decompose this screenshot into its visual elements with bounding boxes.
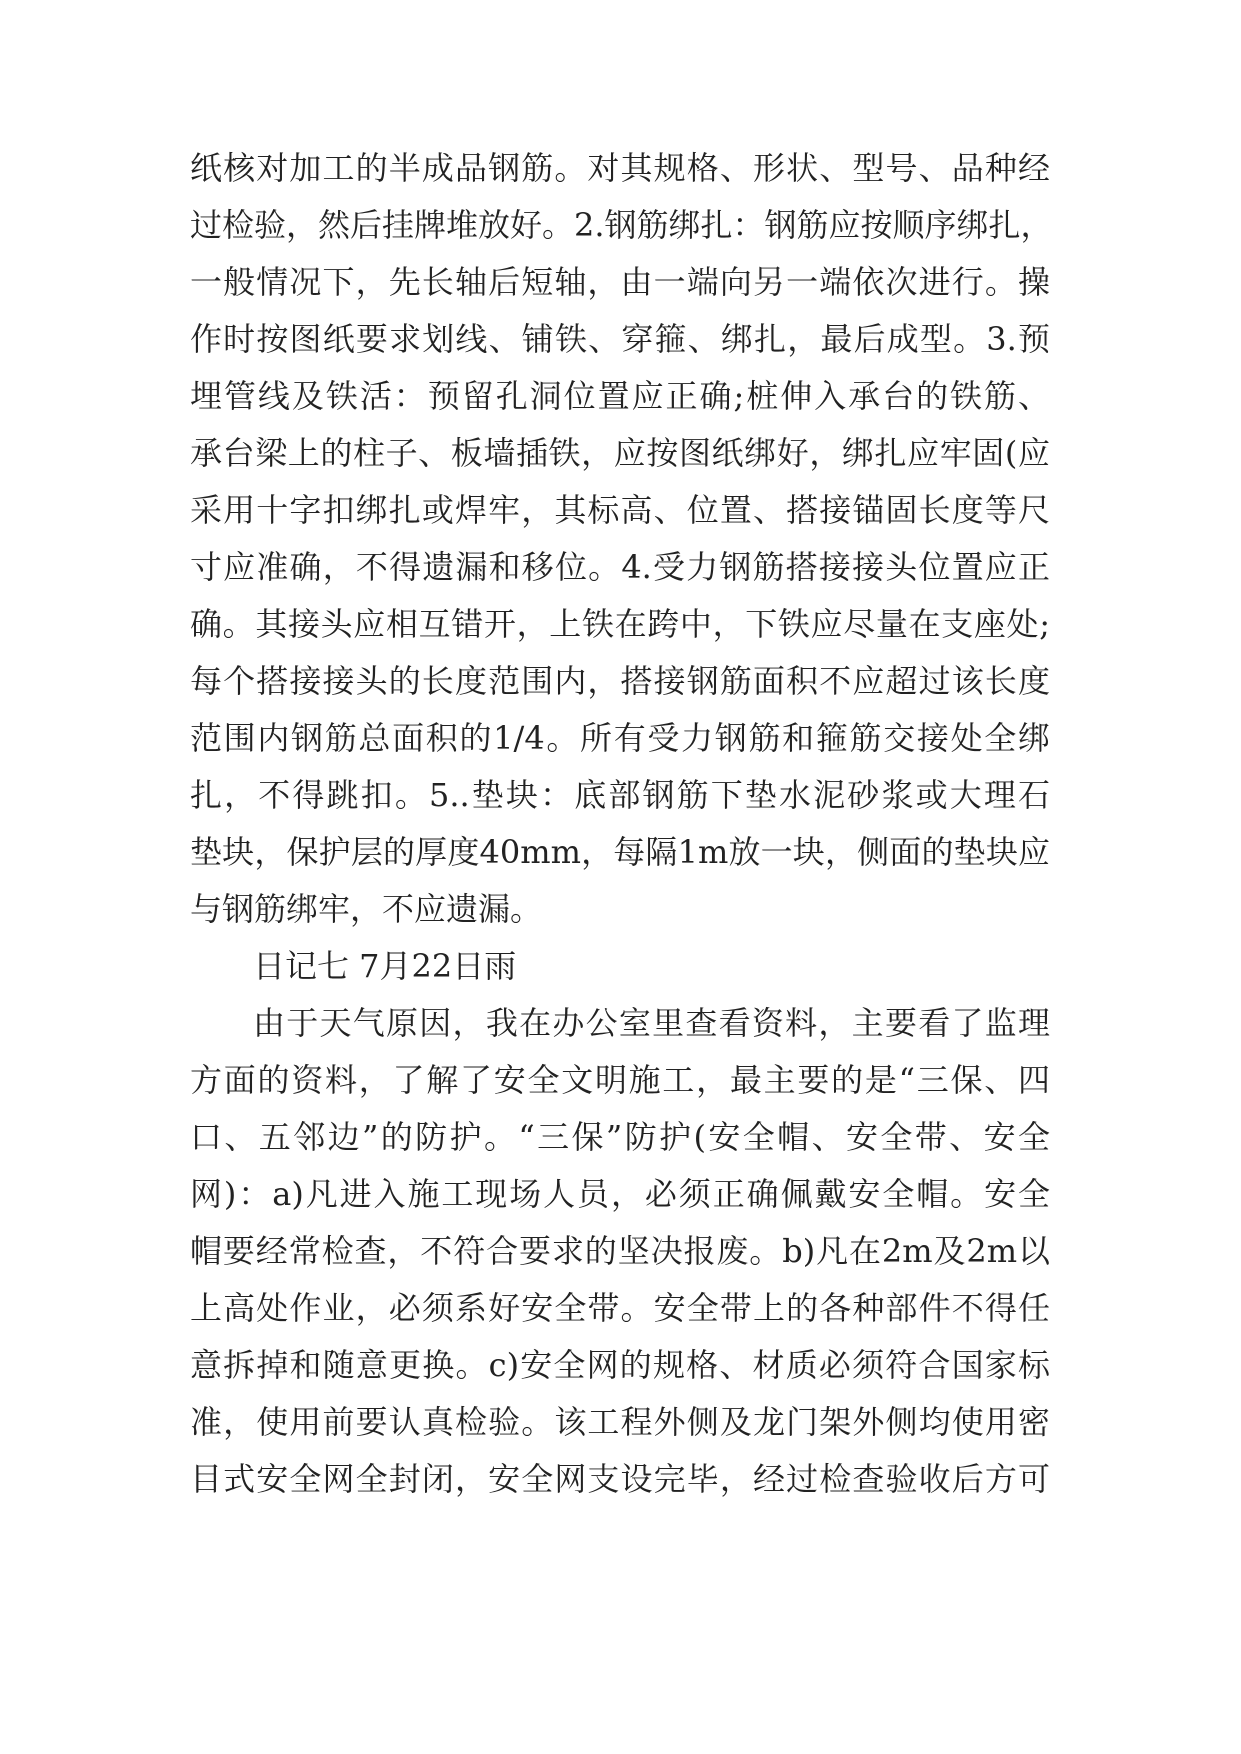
text-line: 埋管线及铁活：预留孔洞位置应正确;桩伸入承台的铁筋、 xyxy=(190,377,1050,415)
text-line: 扎，不得跳扣。5..垫块：底部钢筋下垫水泥砂浆或大理石 xyxy=(190,776,1050,814)
text-line: 口、五邻边”的防护。“三保”防护(安全帽、安全带、安全 xyxy=(190,1118,1050,1156)
text-line: 采用十字扣绑扎或焊牢，其标高、位置、搭接锚固长度等尺 xyxy=(190,491,1050,529)
text-line: 目式安全网全封闭，安全网支设完毕，经过检查验收后方可 xyxy=(190,1460,1050,1498)
text-line: 承台梁上的柱子、板墙插铁，应按图纸绑好，绑扎应牢固(应 xyxy=(190,434,1050,472)
text-line: 帽要经常检查，不符合要求的坚决报废。b)凡在2m及2m以 xyxy=(190,1232,1050,1270)
text-line: 作时按图纸要求划线、铺铁、穿箍、绑扎，最后成型。3.预 xyxy=(190,320,1050,358)
text-line: 一般情况下，先长轴后短轴，由一端向另一端依次进行。操 xyxy=(190,263,1050,301)
text-line: 纸核对加工的半成品钢筋。对其规格、形状、型号、品种经 xyxy=(190,149,1050,187)
text-line: 准，使用前要认真检验。该工程外侧及龙门架外侧均使用密 xyxy=(190,1403,1050,1441)
text-line: 每个搭接接头的长度范围内，搭接钢筋面积不应超过该长度 xyxy=(190,662,1050,700)
text-line: 寸应准确，不得遗漏和移位。4.受力钢筋搭接接头位置应正 xyxy=(190,548,1050,586)
text-line: 与钢筋绑牢，不应遗漏。 xyxy=(190,890,543,928)
text-line: 范围内钢筋总面积的1/4。所有受力钢筋和箍筋交接处全绑 xyxy=(190,719,1050,757)
text-line: 由于天气原因，我在办公室里查看资料，主要看了监理 xyxy=(253,1004,1050,1042)
paragraph-safety-notes xyxy=(190,995,1050,1508)
text-line: 方面的资料，了解了安全文明施工，最主要的是“三保、四 xyxy=(190,1061,1050,1099)
text-line: 确。其接头应相互错开，上铁在跨中，下铁应尽量在支座处; xyxy=(190,605,1050,643)
text-line: 意拆掉和随意更换。c)安全网的规格、材质必须符合国家标 xyxy=(190,1346,1050,1384)
text-line: 过检验，然后挂牌堆放好。2.钢筋绑扎：钢筋应按顺序绑扎， xyxy=(190,206,1053,244)
paragraph-rebar-procedure xyxy=(190,140,1053,938)
text-line: 上高处作业，必须系好安全带。安全带上的各种部件不得任 xyxy=(190,1289,1050,1327)
diary-entry-heading: 日记七 7月22日雨 xyxy=(253,947,517,985)
document-body xyxy=(190,140,1053,1508)
text-line: 网)：a)凡进入施工现场人员，必须正确佩戴安全帽。安全 xyxy=(190,1175,1050,1213)
text-line: 垫块，保护层的厚度40mm，每隔1m放一块，侧面的垫块应 xyxy=(190,833,1050,871)
